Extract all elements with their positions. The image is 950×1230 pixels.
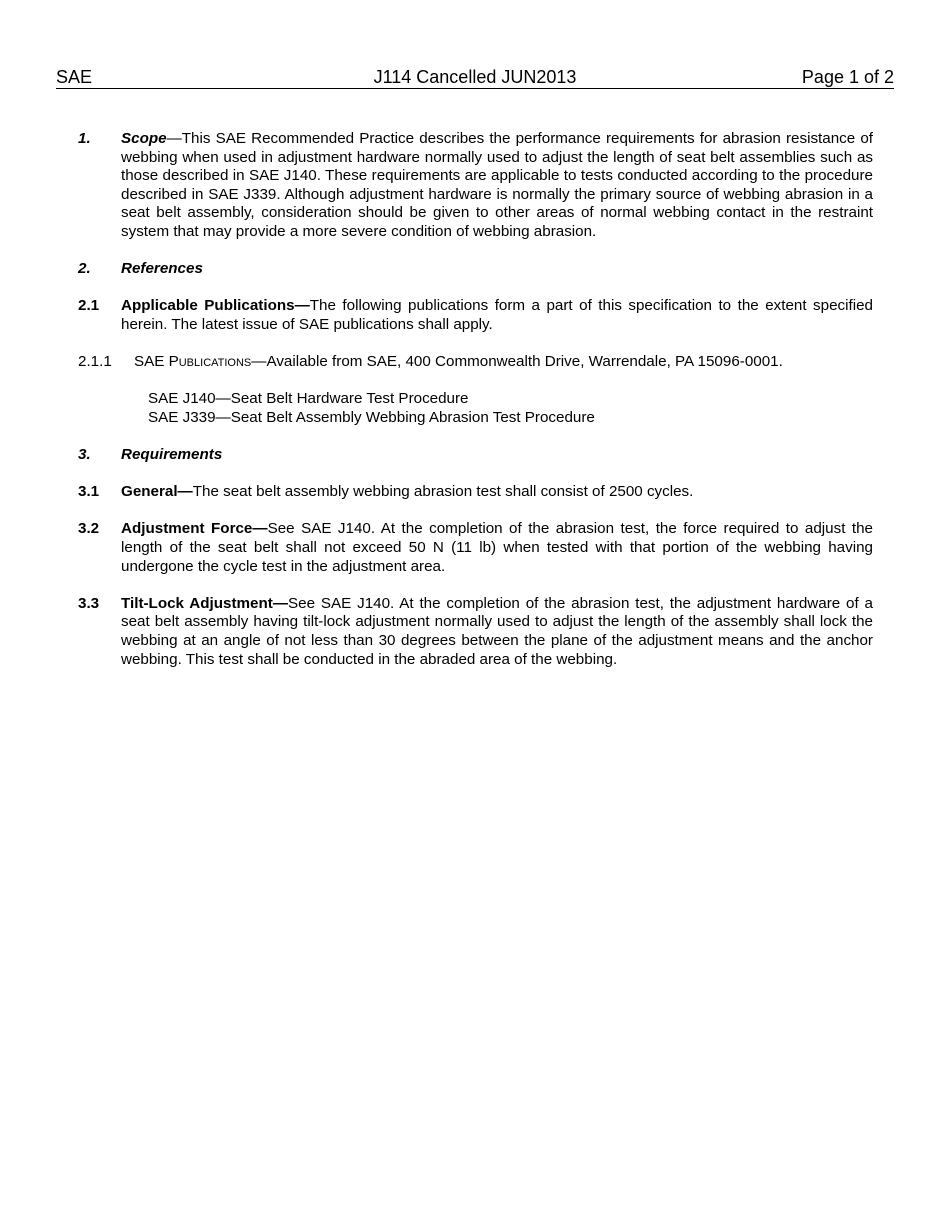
section-content — [121, 130, 873, 242]
section-text: The following publications form a part of this specification to the extent specified herein. The latest issue of SAE publications shall apply. — [121, 297, 873, 333]
section-title: General— — [121, 483, 193, 501]
section-content — [121, 520, 873, 576]
section-number: 1. — [78, 130, 91, 147]
section-adjustment-force — [78, 520, 873, 576]
section-title: Tilt-Lock Adjustment— — [121, 594, 289, 612]
section-requirements — [78, 446, 873, 465]
header-doc-id: J114 Cancelled JUN2013 — [373, 67, 577, 87]
section-text: This SAE Recommended Practice describes the performance requirements for abrasion resistance of webbing when used in adjustment hardware normally used to adjust the length of seat belt assemblies such as those described in SAE J140. These requirements are applicable to tests conducted according to the procedure described in SAE J339. Although adjustment hardware is normally the primary source of webbing abrasion in a seat belt assembly, consideration should be given to other areas of normal webbing contact in the restraint system that may provide a more severe condition of webbing abrasion. — [121, 130, 873, 240]
section-text: The seat belt assembly webbing abrasion test shall consist of 2500 cycles. — [192, 483, 694, 501]
section-text: See SAE J140. At the completion of the abrasion test, the adjustment hardware of a seat belt assembly having tilt-lock adjustment normally used to adjust the length of the assembly shall lock the webbing at an angle of not less than 30 degrees between the plane of the adjustment means and the anchor webbing. This test shall be conducted in the abraded area of the webbing. — [121, 594, 873, 668]
header-page-number: Page 1 of 2 — [801, 67, 894, 87]
section-title: Requirements — [121, 446, 223, 464]
reference-item: SAE J140—Seat Belt Hardware Test Procedure — [148, 390, 469, 408]
section-references — [78, 260, 873, 279]
section-tilt-lock-adjustment — [78, 595, 873, 669]
section-content — [121, 297, 873, 334]
reference-list — [78, 390, 873, 427]
section-general — [78, 483, 873, 502]
section-content — [121, 595, 873, 669]
section-title: SAE Publications — [134, 353, 252, 371]
section-title: Adjustment Force— — [121, 520, 268, 538]
section-title: References — [121, 260, 203, 278]
section-applicable-publications — [78, 297, 873, 334]
section-number: 2.1 — [78, 297, 100, 315]
section-text: See SAE J140. At the completion of the abrasion test, the force required to adjust the length of the seat belt shall not exceed 50 N (11 lb) when tested with that portion of the webbing having undergone the cycle test in the adjustment area. — [121, 520, 873, 575]
section-number: 3.2 — [78, 520, 100, 538]
reference-item: SAE J339—Seat Belt Assembly Webbing Abrasion Test Procedure — [148, 408, 595, 426]
section-dash: — — [166, 130, 182, 147]
section-number: 3. — [78, 446, 91, 464]
section-number: 3.3 — [78, 594, 100, 612]
section-title: Applicable Publications— — [121, 297, 310, 315]
section-number: 2.1.1 — [78, 353, 112, 371]
document-body — [78, 130, 873, 688]
page-header — [56, 66, 894, 89]
section-content — [121, 483, 873, 502]
section-content — [134, 353, 873, 372]
section-content — [121, 260, 873, 279]
header-org: SAE — [56, 67, 93, 87]
section-title: Scope — [121, 130, 167, 147]
section-sae-publications — [78, 353, 873, 372]
section-number: 2. — [78, 260, 91, 278]
section-content — [121, 446, 873, 465]
section-text: —Available from SAE, 400 Commonwealth Drive, Warrendale, PA 15096-0001. — [251, 353, 783, 371]
section-number: 3.1 — [78, 483, 100, 501]
section-scope — [78, 130, 873, 242]
